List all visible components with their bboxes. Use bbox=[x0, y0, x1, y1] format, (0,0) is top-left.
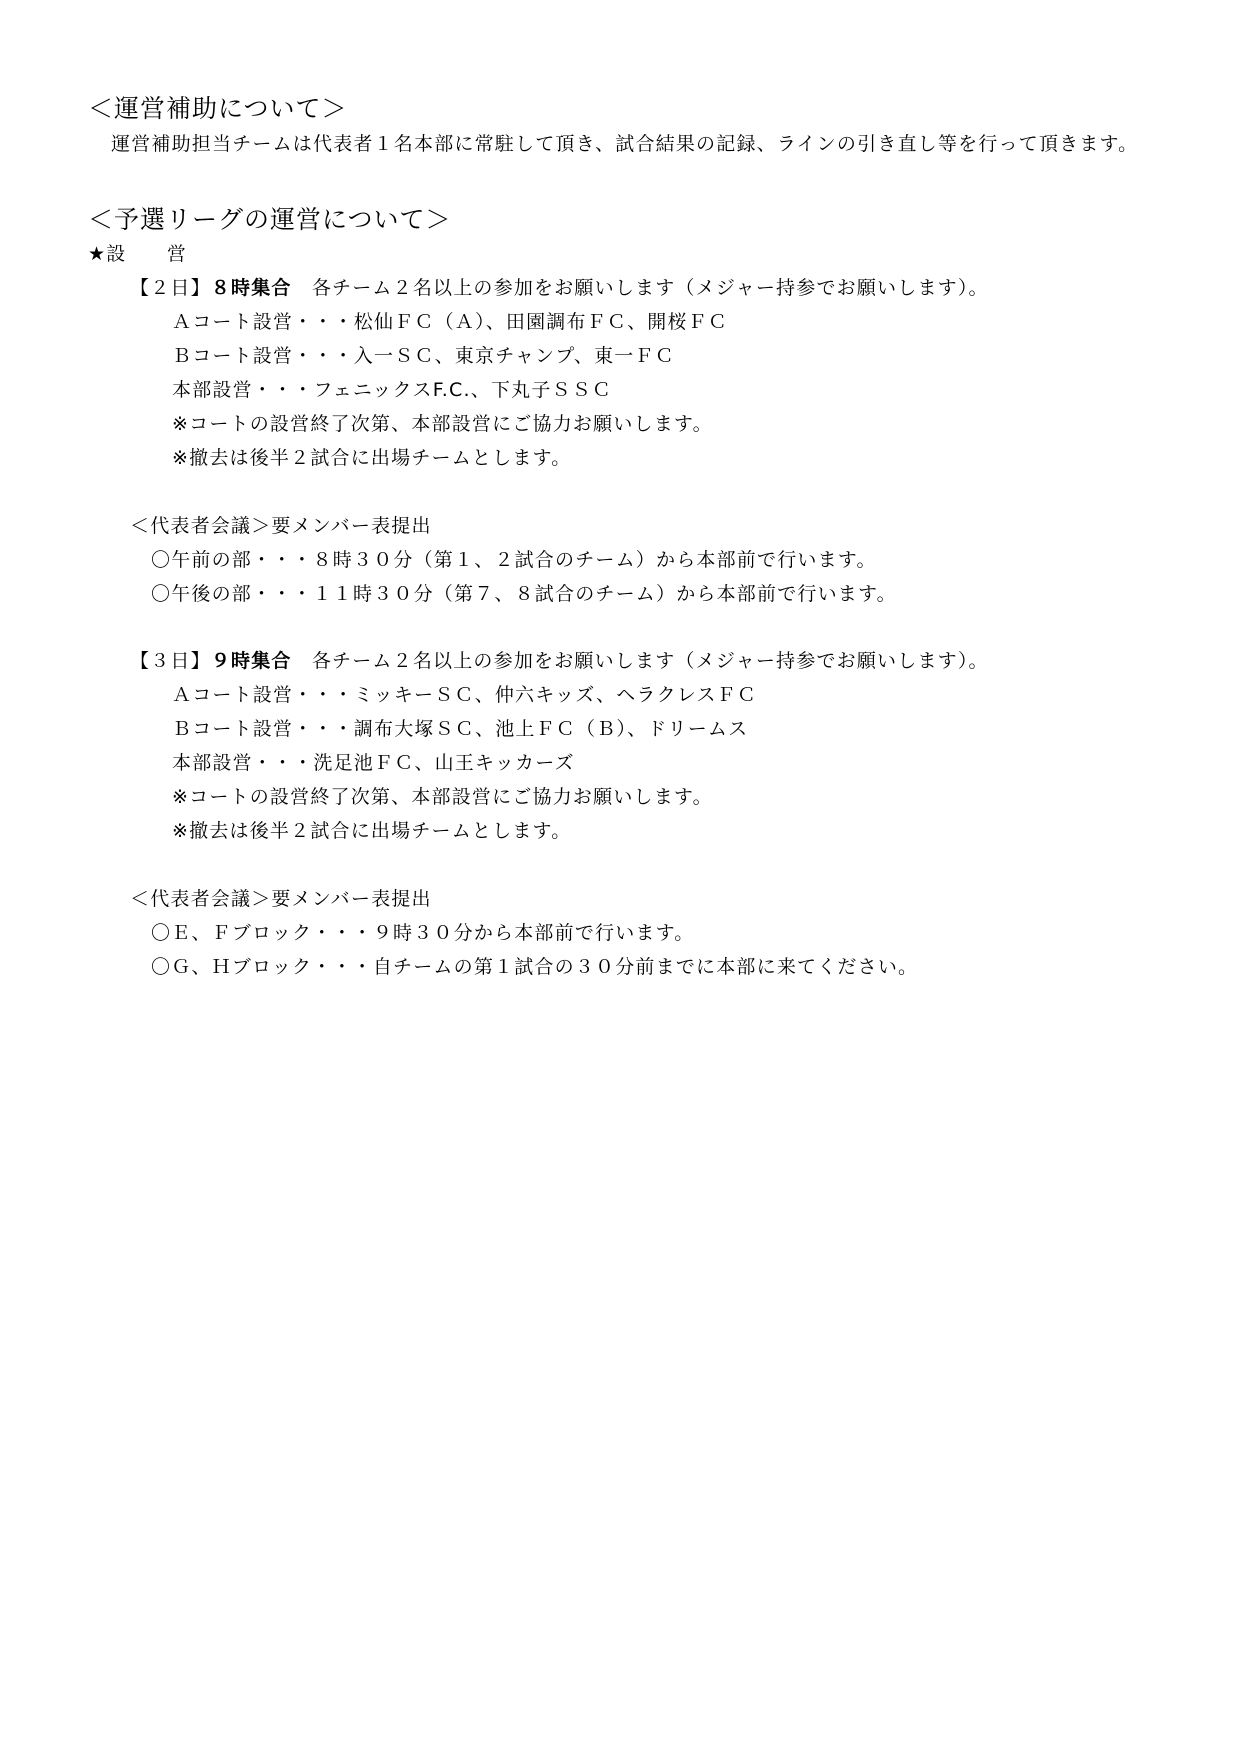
day2-note: 各チーム２名以上の参加をお願いします（メジャー持参でお願いします）。 bbox=[291, 277, 989, 299]
day3-header bbox=[130, 652, 989, 671]
day3-note: 各チーム２名以上の参加をお願いします（メジャー持参でお願いします）。 bbox=[291, 650, 989, 672]
day2-item: Ｂコート設営・・・入一ＳＣ、東京チャンプ、東一ＦＣ bbox=[172, 345, 675, 367]
day3-item: 本部設営・・・洗足池ＦＣ、山王キッカーズ bbox=[172, 752, 575, 774]
day3-time: ９時集合 bbox=[210, 650, 292, 672]
day3-item: ※コートの設営終了次第、本部設営にご協力お願いします。 bbox=[172, 786, 713, 808]
day3-meeting-item: 〇Ｇ、Ｈブロック・・・自チームの第１試合の３０分前までに本部に来てください。 bbox=[151, 956, 919, 978]
day2-meeting-item: 〇午前の部・・・８時３０分（第１、２試合のチーム）から本部前で行います。 bbox=[151, 549, 877, 571]
day2-item: ※コートの設営終了次第、本部設営にご協力お願いします。 bbox=[172, 413, 713, 435]
day2-item: 本部設営・・・フェニックスF.C.、下丸子ＳＳＣ bbox=[172, 379, 613, 401]
day3-meeting-item: 〇Ｅ、Ｆブロック・・・９時３０分から本部前で行います。 bbox=[151, 922, 695, 944]
day2-meeting-title: ＜代表者会議＞要メンバー表提出 bbox=[130, 515, 432, 537]
day2-header bbox=[130, 279, 989, 298]
operations-support-text: 運営補助担当チームは代表者１名本部に常駐して頂き、試合結果の記録、ラインの引き直し等を行って頂きます。 bbox=[111, 133, 1139, 155]
day3-item: Ｂコート設営・・・調布大塚ＳＣ、池上ＦＣ（Ｂ）、ドリームス bbox=[172, 718, 749, 740]
day3-item: ※撤去は後半２試合に出場チームとします。 bbox=[172, 820, 572, 842]
day2-meeting-item: 〇午後の部・・・１１時３０分（第７、８試合のチーム）から本部前で行います。 bbox=[151, 583, 897, 605]
day3-bracket: 【３日】 bbox=[130, 650, 211, 672]
day2-item: Ａコート設営・・・松仙ＦＣ（Ａ）、田園調布ＦＣ、開桜ＦＣ bbox=[172, 311, 729, 333]
day2-time: ８時集合 bbox=[210, 277, 292, 299]
section-heading-operations-support: ＜運営補助について＞ bbox=[88, 94, 348, 123]
day3-meeting-title: ＜代表者会議＞要メンバー表提出 bbox=[130, 888, 432, 910]
day2-bracket: 【２日】 bbox=[130, 277, 211, 299]
section-heading-preliminary-league: ＜予選リーグの運営について＞ bbox=[88, 205, 452, 234]
day2-item: ※撤去は後半２試合に出場チームとします。 bbox=[172, 447, 572, 469]
setup-label: ★設 営 bbox=[88, 243, 188, 265]
day3-item: Ａコート設営・・・ミッキーＳＣ、仲六キッズ、ヘラクレスＦＣ bbox=[172, 684, 758, 706]
